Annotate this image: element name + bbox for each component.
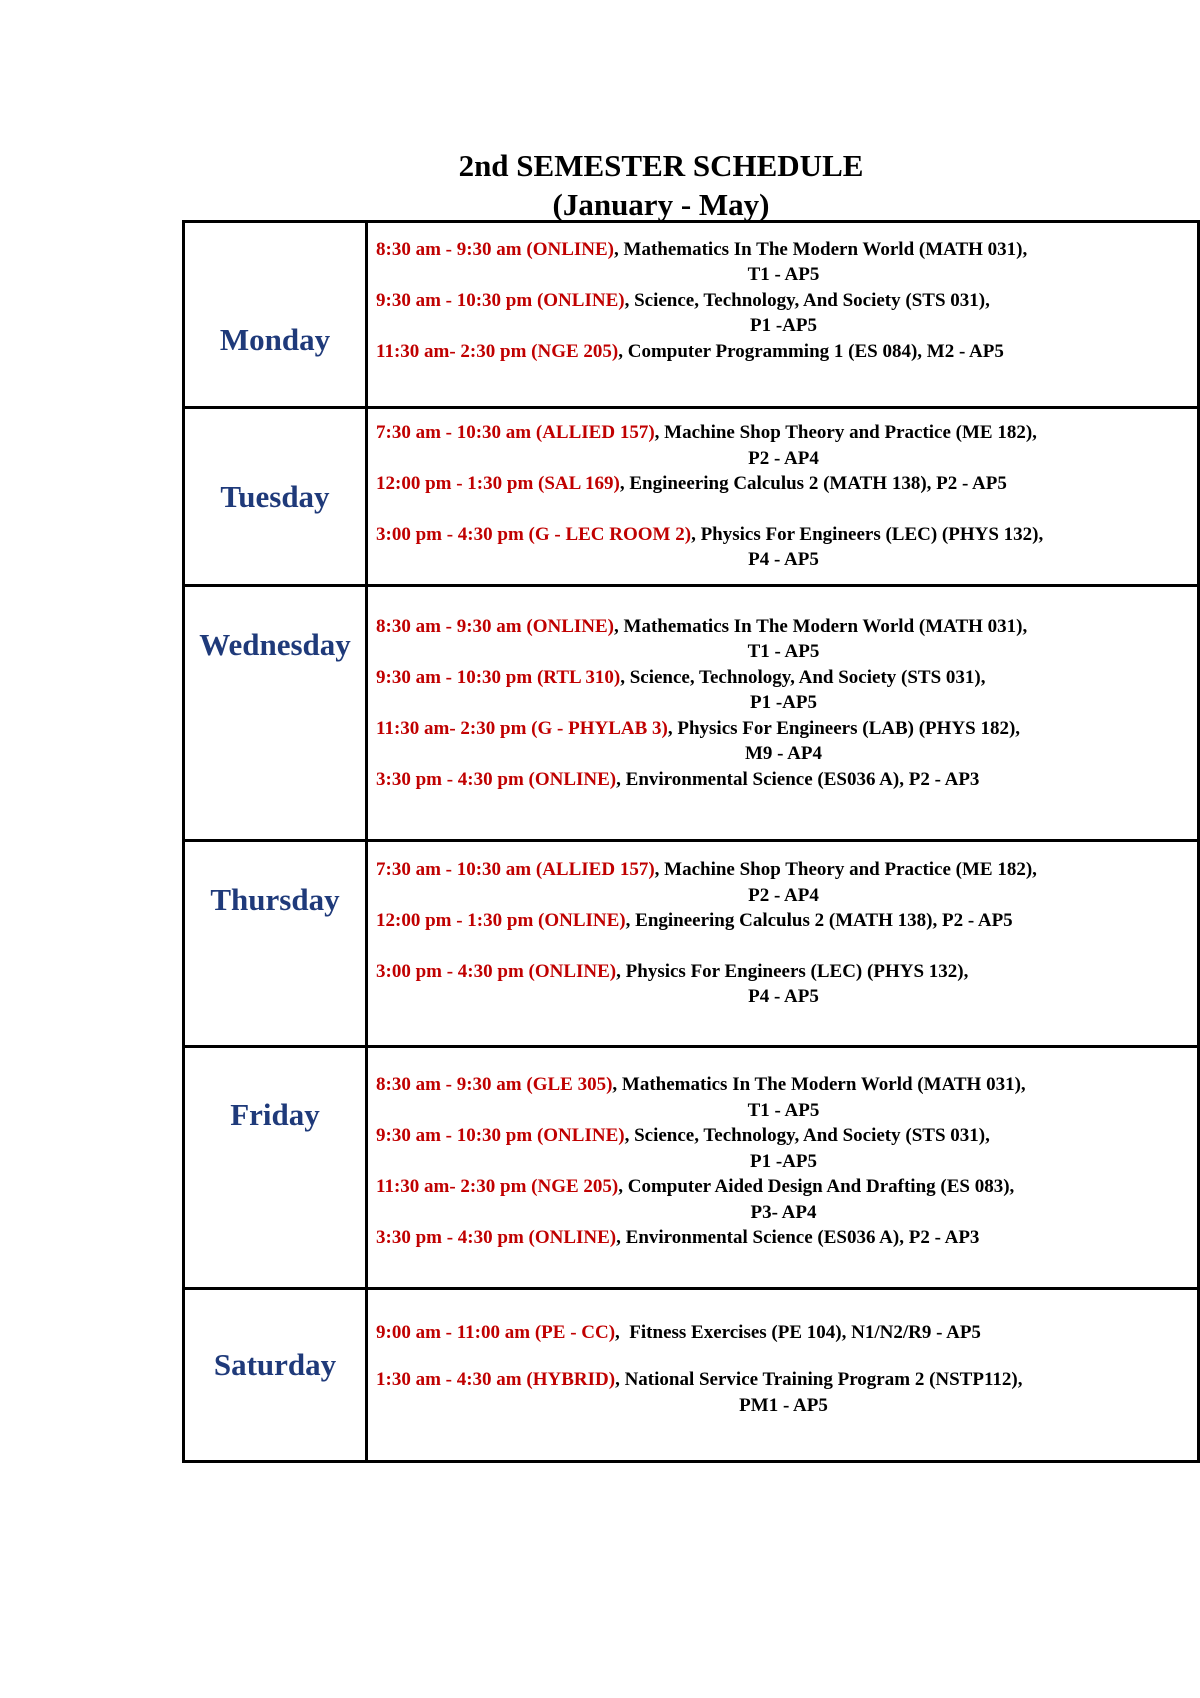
class-time: 9:30 am - 10:30 pm (RTL 310) bbox=[376, 666, 621, 688]
class-time: 3:30 pm - 4:30 pm (ONLINE) bbox=[376, 768, 617, 790]
class-time: 11:30 am- 2:30 pm (G - PHYLAB 3) bbox=[376, 717, 668, 739]
class-entry bbox=[368, 1174, 1197, 1225]
class-time: 12:00 pm - 1:30 pm (SAL 169) bbox=[376, 473, 620, 495]
class-section: T1 - AP5 bbox=[747, 264, 820, 286]
class-section: T1 - AP5 bbox=[747, 641, 820, 663]
class-section: M9 - AP4 bbox=[744, 743, 823, 765]
day-label: Friday bbox=[230, 1096, 320, 1132]
classes-cell bbox=[367, 1289, 1199, 1462]
classes-cell bbox=[367, 408, 1199, 586]
class-section: P1 -AP5 bbox=[749, 315, 817, 337]
schedule-row-monday bbox=[184, 222, 1199, 408]
class-section: P3- AP4 bbox=[750, 1201, 817, 1223]
class-section: P1 -AP5 bbox=[749, 692, 817, 714]
schedule-table bbox=[182, 220, 1200, 1463]
class-time: 9:30 am - 10:30 pm (ONLINE) bbox=[376, 1125, 625, 1147]
class-entry bbox=[368, 767, 1197, 793]
class-course: , Computer Aided Design And Drafting (ES 083), bbox=[618, 1176, 1015, 1198]
class-course: , Environmental Science (ES036 A), P2 - AP3 bbox=[616, 1227, 980, 1249]
class-section: P1 -AP5 bbox=[749, 1150, 817, 1172]
schedule-row-wednesday bbox=[184, 586, 1199, 841]
class-course: , Machine Shop Theory and Practice (ME 182), bbox=[654, 859, 1037, 881]
class-course: , Mathematics In The Modern World (MATH 031), bbox=[614, 615, 1028, 637]
class-course: , Science, Technology, And Society (STS 031), bbox=[624, 289, 990, 311]
schedule-row-tuesday bbox=[184, 408, 1199, 586]
day-label: Tuesday bbox=[220, 478, 330, 514]
class-section: P4 - AP5 bbox=[748, 549, 819, 571]
class-time: 8:30 am - 9:30 am (GLE 305) bbox=[376, 1074, 613, 1096]
title-line-1: 2nd SEMESTER SCHEDULE bbox=[458, 148, 864, 183]
class-entry bbox=[368, 339, 1197, 365]
class-entry bbox=[368, 1072, 1197, 1123]
class-course: , Mathematics In The Modern World (MATH 031), bbox=[612, 1074, 1026, 1096]
class-time: 9:00 am - 11:00 am (PE - CC) bbox=[376, 1321, 616, 1343]
day-cell bbox=[184, 222, 367, 408]
class-time: 3:30 pm - 4:30 pm (ONLINE) bbox=[376, 1227, 617, 1249]
class-entry bbox=[368, 716, 1197, 767]
class-course: , Fitness Exercises (PE 104), N1/N2/R9 - AP5 bbox=[615, 1321, 981, 1343]
day-label: Thursday bbox=[210, 881, 340, 917]
class-entry bbox=[368, 908, 1197, 934]
class-time: 11:30 am- 2:30 pm (NGE 205) bbox=[376, 340, 619, 362]
class-course: , Science, Technology, And Society (STS 031), bbox=[620, 666, 986, 688]
class-course: , National Service Training Program 2 (NSTP112), bbox=[615, 1369, 1023, 1391]
class-entry bbox=[368, 237, 1197, 288]
day-label: Wednesday bbox=[199, 627, 351, 662]
class-section: P2 - AP4 bbox=[748, 884, 819, 906]
class-entry bbox=[368, 959, 1197, 1010]
class-time: 1:30 am - 4:30 am (HYBRID) bbox=[376, 1369, 616, 1391]
class-entry bbox=[368, 471, 1197, 497]
class-course: , Physics For Engineers (LEC) (PHYS 132), bbox=[616, 960, 969, 982]
schedule-row-saturday bbox=[184, 1289, 1199, 1462]
class-entry bbox=[368, 1225, 1197, 1251]
class-course: , Physics For Engineers (LEC) (PHYS 132), bbox=[691, 523, 1044, 545]
class-course: , Mathematics In The Modern World (MATH 031), bbox=[614, 238, 1028, 260]
class-section: P2 - AP4 bbox=[748, 447, 819, 469]
day-label: Saturday bbox=[213, 1347, 337, 1382]
class-time: 7:30 am - 10:30 am (ALLIED 157) bbox=[376, 859, 655, 881]
class-course: , Environmental Science (ES036 A), P2 - AP3 bbox=[616, 768, 980, 790]
class-time: 8:30 am - 9:30 am (ONLINE) bbox=[376, 615, 615, 637]
classes-cell bbox=[367, 586, 1199, 841]
class-time: 3:00 pm - 4:30 pm (ONLINE) bbox=[376, 960, 617, 982]
class-section: T1 - AP5 bbox=[747, 1099, 820, 1121]
day-cell bbox=[184, 841, 367, 1047]
class-entry bbox=[368, 665, 1197, 716]
class-time: 8:30 am - 9:30 am (ONLINE) bbox=[376, 238, 615, 260]
classes-cell bbox=[367, 1047, 1199, 1289]
schedule-row-friday bbox=[184, 1047, 1199, 1289]
class-course: , Engineering Calculus 2 (MATH 138), P2 - AP5 bbox=[619, 473, 1007, 495]
class-time: 7:30 am - 10:30 am (ALLIED 157) bbox=[376, 422, 655, 444]
class-entry bbox=[368, 1123, 1197, 1174]
title-line-2: (January - May) bbox=[552, 187, 770, 222]
class-time: 12:00 pm - 1:30 pm (ONLINE) bbox=[376, 910, 626, 932]
class-entry bbox=[368, 522, 1197, 573]
day-cell bbox=[184, 1047, 367, 1289]
class-entry bbox=[368, 420, 1197, 471]
day-cell bbox=[184, 586, 367, 841]
day-cell bbox=[184, 408, 367, 586]
class-course: , Physics For Engineers (LAB) (PHYS 182), bbox=[667, 717, 1021, 739]
classes-cell bbox=[367, 841, 1199, 1047]
class-entry bbox=[368, 1320, 1197, 1346]
class-entry bbox=[368, 857, 1197, 908]
class-section: PM1 - AP5 bbox=[739, 1394, 828, 1416]
day-cell bbox=[184, 1289, 367, 1462]
document-title bbox=[0, 146, 1200, 224]
class-entry bbox=[368, 614, 1197, 665]
classes-cell bbox=[367, 222, 1199, 408]
class-time: 3:00 pm - 4:30 pm (G - LEC ROOM 2) bbox=[376, 523, 692, 545]
class-course: , Machine Shop Theory and Practice (ME 182), bbox=[654, 422, 1037, 444]
class-course: , Engineering Calculus 2 (MATH 138), P2 - AP5 bbox=[625, 910, 1013, 932]
class-time: 11:30 am- 2:30 pm (NGE 205) bbox=[376, 1176, 619, 1198]
day-label: Monday bbox=[219, 321, 331, 357]
class-course: , Computer Programming 1 (ES 084), M2 - AP5 bbox=[618, 340, 1004, 362]
class-time: 9:30 am - 10:30 pm (ONLINE) bbox=[376, 289, 625, 311]
class-entry bbox=[368, 288, 1197, 339]
class-course: , Science, Technology, And Society (STS 031), bbox=[624, 1125, 990, 1147]
class-section: P4 - AP5 bbox=[748, 986, 819, 1008]
schedule-row-thursday bbox=[184, 841, 1199, 1047]
class-entry bbox=[368, 1367, 1197, 1418]
